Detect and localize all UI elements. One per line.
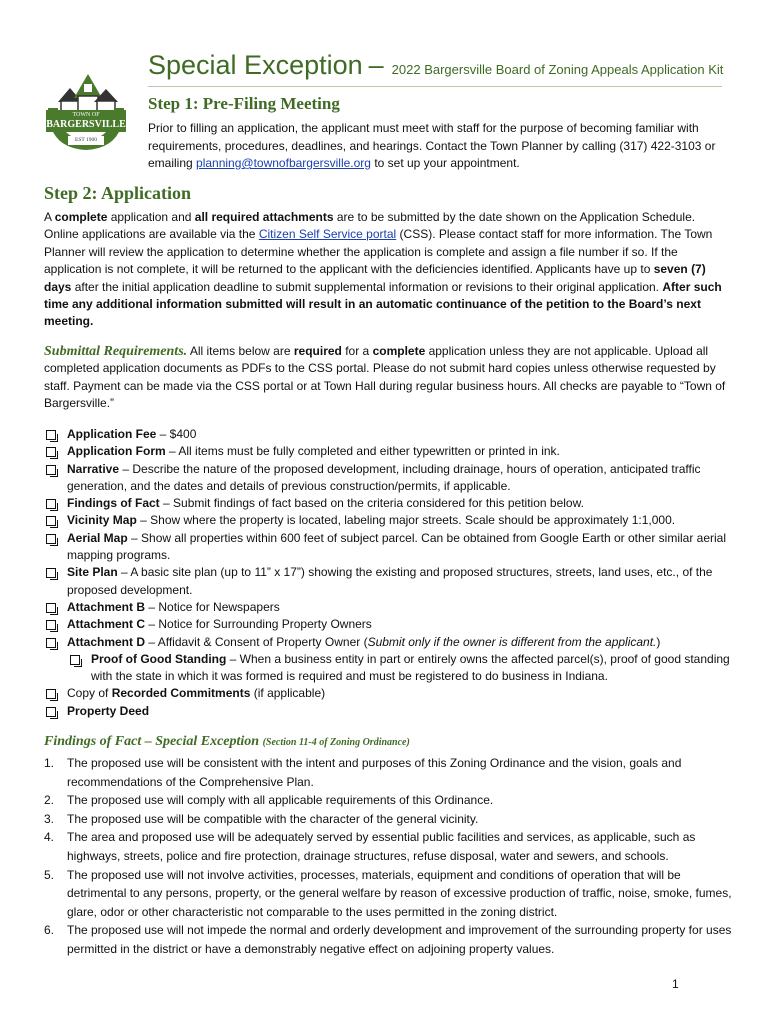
item-text: – Submit findings of fact based on the criteria considered for this petition below. [159, 496, 584, 511]
checkbox-icon[interactable] [46, 534, 56, 544]
item-text: – All items must be fully completed and either typewritten or printed in ink. [165, 444, 560, 459]
item-title: Recorded Commitments [111, 686, 251, 701]
item-title: Application Fee [67, 427, 157, 441]
checklist-item [44, 530, 734, 565]
checklist-item [44, 685, 734, 702]
planning-email-link[interactable]: planning@townofbargersville.org [196, 156, 371, 170]
checklist-item [44, 495, 734, 512]
page-title [148, 50, 728, 84]
step2-b4: After such time any additional information submitted will result in an automatic continuance of the petition to the Board’s next meeting. [44, 279, 722, 329]
finding-number: 6. [44, 923, 55, 938]
item-title: Aerial Map [67, 530, 128, 545]
checklist-item [44, 564, 734, 599]
finding-text: The proposed use will be compatible with the character of the general vicinity. [67, 811, 479, 826]
item-text: – Show all properties within 600 feet of subject parcel. Can be obtained from Google Earth or other similar aerial mapping programs. [67, 530, 727, 563]
checklist-item [44, 599, 734, 616]
item-title: Narrative [67, 461, 120, 476]
item-title: Property Deed [67, 703, 150, 718]
item-title: Vicinity Map [67, 513, 137, 528]
town-logo [44, 62, 128, 152]
item-title: Attachment C [67, 617, 146, 632]
item-text: – When a business entity in part or entirely owns the affected parcel(s), proof of good standing with the state in which it was formed is required and must be registered to do business in Indiana. [91, 651, 730, 684]
checkbox-icon[interactable] [46, 430, 56, 440]
finding-number: 2. [44, 793, 55, 808]
step2-heading: Step 2: Application [44, 183, 192, 203]
item-text: – Notice for Newspapers [145, 599, 280, 614]
item-title: Attachment B [67, 599, 146, 614]
finding-text: The proposed use will not involve activities, processes, materials, equipment and conditions of operation that will be detrimental to any persons, property, or the general welfare by reason of excessive production of traffic, noise, smoke, fumes, glare, odor or other characteristic not comparable to the uses permitted in the zoning district. [67, 867, 732, 919]
finding-text: The proposed use will comply with all applicable requirements of this Ordinance. [67, 793, 494, 808]
item-text: – Affidavit & Consent of Property Owner ( [145, 634, 368, 649]
logo-town-of: TOWN OF [72, 112, 100, 118]
item-text-end: ) [656, 634, 661, 649]
item-text: – Notice for Surrounding Property Owners [145, 617, 372, 632]
checkbox-icon[interactable] [70, 655, 80, 665]
checkbox-icon[interactable] [46, 620, 56, 630]
finding-number: 1. [44, 756, 55, 770]
finding-item [44, 754, 734, 791]
logo-town-name: BARGERSVILLE [46, 119, 126, 130]
title-dash: – [368, 50, 384, 80]
item-text: – $400 [156, 427, 197, 441]
finding-number: 4. [44, 830, 55, 845]
step2-p1: A [44, 210, 55, 224]
step2-p5: after the initial application deadline to submit supplemental information or revisions to their original application. [71, 279, 663, 294]
findings-section-ref: (Section 11-4 of Zoning Ordinance) [262, 737, 410, 748]
finding-item [44, 791, 734, 810]
finding-text: The proposed use will not impede the normal and orderly development and improvement of the surrounding property for uses permitted in the district or have a demonstrably negative effect on adjoining property values. [67, 923, 732, 956]
checkbox-icon[interactable] [46, 516, 56, 526]
checkbox-icon[interactable] [46, 689, 56, 699]
findings-title: Findings of Fact – Special Exception [44, 734, 260, 749]
submittal-heading: Submittal Requirements. [44, 344, 188, 359]
checklist-subitem [68, 651, 734, 686]
step1-heading: Step 1: Pre-Filing Meeting [148, 94, 340, 113]
css-portal-link[interactable]: Citizen Self Service portal [258, 227, 397, 242]
finding-item [44, 866, 734, 922]
item-title: Attachment D [67, 634, 146, 649]
title-main: Special Exception [148, 50, 363, 80]
checkbox-icon[interactable] [46, 499, 56, 509]
checklist-item [44, 512, 734, 529]
submittal-t1: All items below are [187, 344, 294, 358]
submittal-t2: for a [341, 344, 373, 358]
finding-item [44, 810, 734, 829]
item-text: – A basic site plan (up to 11” x 17”) showing the existing and proposed structures, streets, land uses, etc., of the proposed development. [67, 565, 713, 597]
item-title: Proof of Good Standing [91, 651, 227, 666]
item-title: Site Plan [67, 565, 118, 580]
submittal-b2: complete [372, 344, 426, 358]
submittal-requirements [44, 343, 728, 413]
step1-text [148, 120, 726, 173]
item-text: (if applicable) [250, 686, 326, 701]
step2-text [44, 209, 728, 331]
finding-number: 3. [44, 811, 55, 826]
item-text: – Show where the property is located, labeling major streets. Scale should be approximately 1:1,000. [136, 513, 676, 528]
requirements-checklist [44, 426, 734, 720]
checklist-item [44, 634, 734, 651]
item-title: Findings of Fact [67, 496, 160, 511]
finding-item [44, 828, 734, 865]
item-title: Application Form [67, 444, 166, 459]
step2-b2: all required attachments [194, 210, 334, 224]
checklist-item [44, 443, 734, 460]
step1-text-b: to set up your appointment. [370, 156, 520, 170]
step2-p3: are to be submitted by the date shown on the Application Schedule. Online applications are available via the [44, 210, 696, 242]
submittal-t3: application unless they are not applicable. Upload all completed application documents as PDFs to the CSS portal. Please do not submit hard copies unless otherwise requested by staff. Payment can be made via the CSS portal or at Town Hall during regular business hours. All checks are payable to “Town of Bargersville.” [44, 344, 726, 411]
checkbox-icon[interactable] [46, 707, 56, 717]
finding-number: 5. [44, 867, 55, 882]
finding-text: The area and proposed use will be adequately served by essential public facilities and services, as applicable, such as highways, streets, police and fire protection, drainage structures, refuse disposal, water and sewers, and schools. [67, 830, 696, 863]
checklist-item [44, 703, 734, 720]
checkbox-icon[interactable] [46, 465, 56, 475]
item-note: Submit only if the owner is different from the applicant. [367, 634, 657, 649]
item-text: – Describe the nature of the proposed development, including drainage, hours of operation, anticipated traffic generation, and the dates and details of previous construction/permits, if applicable. [67, 461, 701, 493]
submittal-b1: required [293, 344, 342, 358]
logo-est: EST 1900 [74, 137, 98, 143]
findings-list [44, 754, 734, 959]
checkbox-icon[interactable] [46, 603, 56, 613]
checklist-item [44, 616, 734, 633]
finding-item [44, 921, 734, 958]
checkbox-icon[interactable] [46, 568, 56, 578]
step2-b1: complete [54, 210, 108, 224]
finding-text: The proposed use will be consistent with the intent and purposes of this Zoning Ordinance and the vision, goals and recommendations of the Comprehensive Plan. [67, 756, 682, 789]
checklist-item [44, 426, 734, 443]
checkbox-icon[interactable] [46, 638, 56, 648]
step2-b3: seven (7) days [44, 262, 706, 294]
title-divider [148, 86, 722, 87]
checkbox-icon[interactable] [46, 447, 56, 457]
step2-p4: (CSS). Please contact staff for more information. The Town Planner will review the application to determine whether the application is complete and assign a file number if so. If the application is not complete, it will be returned to the applicant with the deficiencies identified. Applicants have up to [44, 227, 713, 277]
step2-p2: application and [107, 210, 195, 224]
title-subtitle: 2022 Bargersville Board of Zoning Appeals Application Kit [391, 62, 724, 77]
findings-heading [44, 734, 410, 750]
item-prefix: Copy of [67, 686, 112, 701]
page-number: 1 [672, 977, 679, 991]
step1-text-a: Prior to filling an application, the applicant must meet with staff for the purpose of becoming familiar with requirements, procedures, deadlines, and hearings. Contact the Town Planner by calling (317) 422-3103 or emailing [148, 121, 716, 170]
checklist-item [44, 461, 734, 496]
